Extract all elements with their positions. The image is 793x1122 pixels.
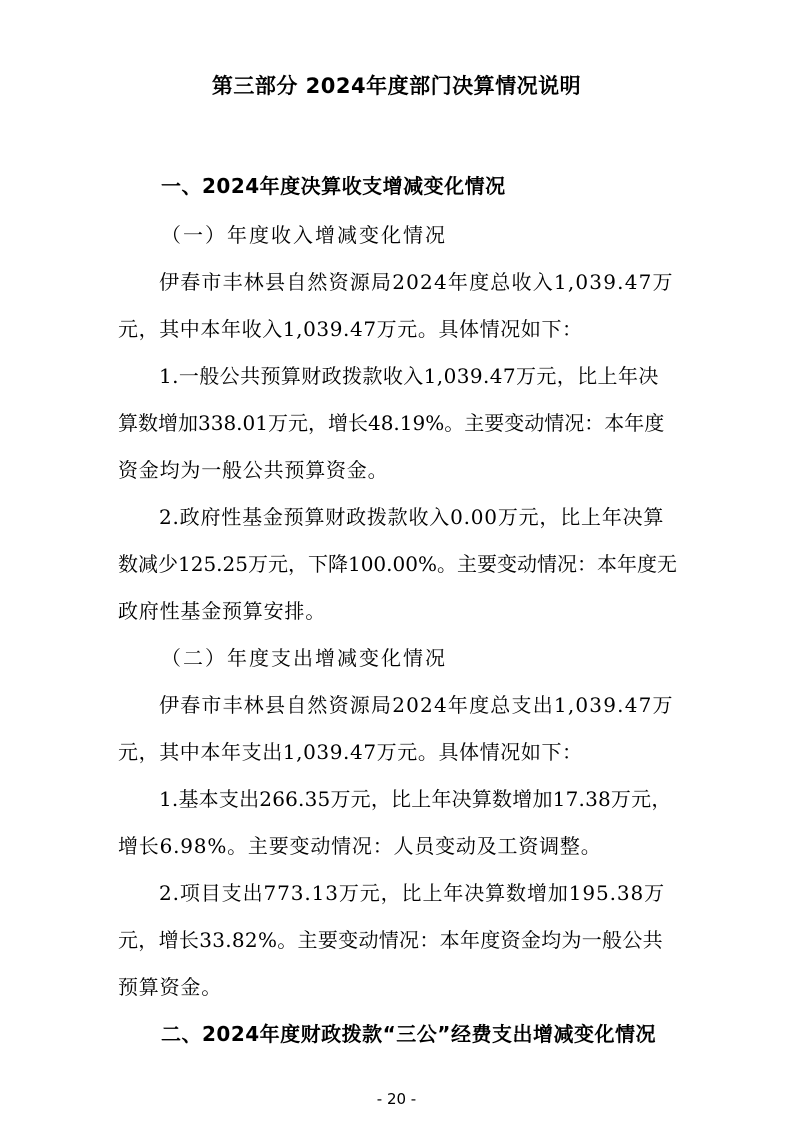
- expense-item2-line-2: 元，增长33.82%。主要变动情况：本年度资金均为一般公共: [118, 928, 663, 952]
- income-item1-line-1: 1.一般公共预算财政拨款收入1,039.47万元，比上年决: [159, 364, 659, 388]
- page-number: - 20 -: [376, 1090, 417, 1108]
- section1-heading: 一、2024年度决算收支增减变化情况: [161, 174, 506, 198]
- expense-intro-line-2: 元，其中本年支出1,039.47万元。具体情况如下：: [118, 740, 583, 764]
- expense-intro-line-1: 伊春市丰林县自然资源局2024年度总支出1,039.47万: [159, 693, 674, 717]
- page-title: 第三部分 2024年度部门决算情况说明: [211, 74, 582, 98]
- income-item2-line-1: 2.政府性基金预算财政拨款收入0.00万元，比上年决算: [159, 505, 665, 529]
- income-item1-line-2: 算数增加338.01万元，增长48.19%。主要变动情况：本年度: [118, 411, 665, 435]
- income-item2-line-3: 政府性基金预算安排。: [118, 599, 326, 623]
- expense-item1-line-2: 增长6.98%。主要变动情况：人员变动及工资调整。: [118, 834, 602, 858]
- expense-item2-line-3: 预算资金。: [118, 975, 222, 999]
- income-intro-line-2: 元，其中本年收入1,039.47万元。具体情况如下：: [118, 317, 583, 341]
- income-intro-line-1: 伊春市丰林县自然资源局2024年度总收入1,039.47万: [159, 270, 674, 294]
- expense-subheading: （二）年度支出增减变化情况: [161, 646, 447, 670]
- expense-item2-line-1: 2.项目支出773.13万元，比上年决算数增加195.38万: [159, 881, 666, 905]
- income-item2-line-2: 数减少125.25万元，下降100.00%。主要变动情况：本年度无: [118, 552, 677, 576]
- income-item1-line-3: 资金均为一般公共预算资金。: [118, 458, 389, 482]
- section2-heading: 二、2024年度财政拨款“三公”经费支出增减变化情况: [161, 1022, 656, 1046]
- income-subheading: （一）年度收入增减变化情况: [161, 223, 447, 247]
- expense-item1-line-1: 1.基本支出266.35万元，比上年决算数增加17.38万元，: [159, 787, 672, 811]
